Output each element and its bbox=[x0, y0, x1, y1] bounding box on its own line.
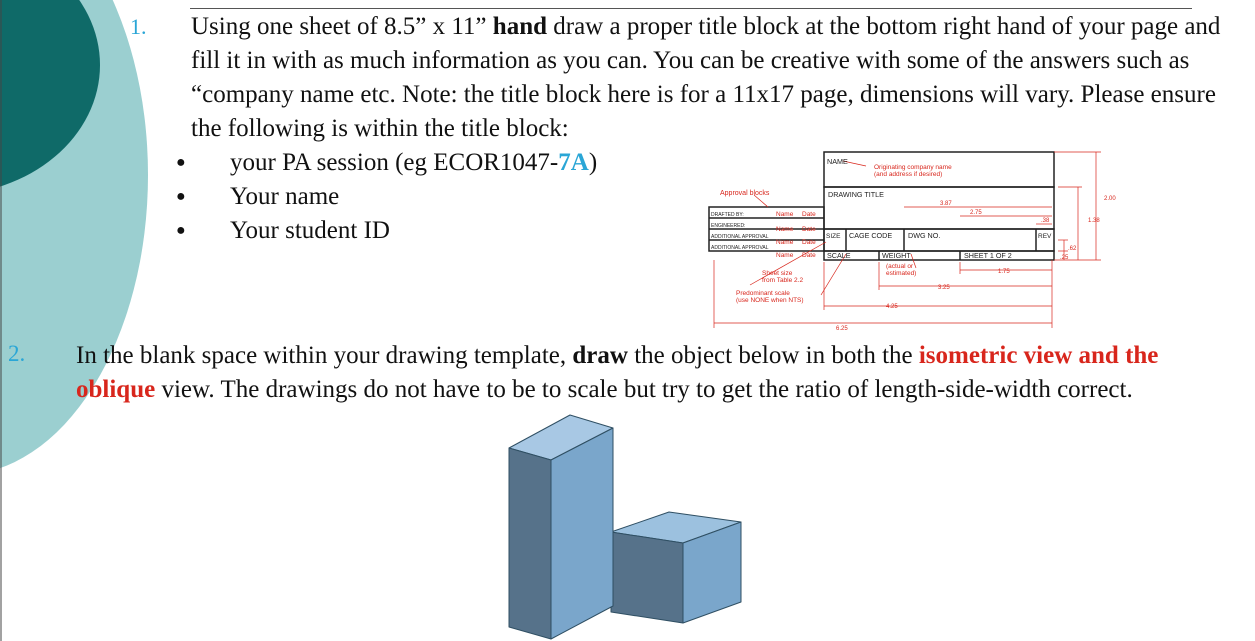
svg-text:1.75: 1.75 bbox=[998, 269, 1010, 275]
svg-text:CAGE CODE: CAGE CODE bbox=[849, 231, 893, 240]
svg-text:Name: Name bbox=[776, 239, 794, 246]
svg-text:2.00: 2.00 bbox=[1104, 196, 1116, 202]
requirements-list bbox=[172, 146, 597, 248]
svg-text:.25: .25 bbox=[1060, 255, 1069, 261]
l-shaped-object-image bbox=[495, 410, 745, 641]
svg-text:.38: .38 bbox=[1041, 218, 1050, 224]
svg-text:Name: Name bbox=[776, 226, 794, 233]
svg-text:4.25: 4.25 bbox=[886, 304, 898, 310]
svg-text:(and address if desired): (and address if desired) bbox=[874, 171, 943, 178]
svg-text:Name: Name bbox=[776, 252, 794, 259]
svg-text:2.75: 2.75 bbox=[970, 210, 982, 216]
list-item: ● your PA session (eg ECOR1047- 7A ) bbox=[176, 149, 598, 176]
name-label: NAME bbox=[827, 157, 848, 166]
svg-text:ENGINEERED:: ENGINEERED: bbox=[711, 223, 746, 229]
svg-text:ADDITIONAL APPROVAL: ADDITIONAL APPROVAL bbox=[711, 234, 769, 240]
top-rule bbox=[190, 8, 1192, 9]
question-1-number: 1. bbox=[130, 14, 147, 39]
svg-text:3.87: 3.87 bbox=[940, 201, 952, 207]
svg-text:Originating company name: Originating company name bbox=[874, 164, 952, 171]
svg-text:DWG NO.: DWG NO. bbox=[908, 231, 941, 240]
list-item: ● Your student ID bbox=[176, 217, 390, 244]
svg-text:3.25: 3.25 bbox=[938, 285, 950, 291]
svg-text:DRAFTED BY:: DRAFTED BY: bbox=[711, 212, 744, 218]
svg-text:SCALE: SCALE bbox=[827, 251, 851, 260]
svg-text:Date: Date bbox=[802, 239, 816, 246]
title-block-figure bbox=[706, 150, 1126, 334]
svg-text:from Table 2.2: from Table 2.2 bbox=[762, 277, 804, 284]
svg-text:WEIGHT: WEIGHT bbox=[882, 251, 911, 260]
question-1-text: Using one sheet of 8.5” x 11” hand draw a proper title block at the bottom right hand of your page and fill it in with as much information as you can. You can be creative with some of the answers such as “company name etc. Note: the title block here is for a 11x17 page, dimensions will vary. Please ensure the following is within the title block: bbox=[191, 13, 1221, 142]
svg-text:Date: Date bbox=[802, 226, 816, 233]
question-2-text: In the blank space within your drawing template, draw the object below in both the isometric view and the oblique view. The drawings do not have to be to scale but try to get the ratio of length-side-width correct. bbox=[76, 342, 1159, 403]
svg-text:ADDITIONAL APPROVAL: ADDITIONAL APPROVAL bbox=[711, 245, 769, 251]
svg-text:Date: Date bbox=[802, 252, 816, 259]
drawing-title-label: DRAWING TITLE bbox=[828, 190, 884, 199]
svg-text:REV: REV bbox=[1038, 233, 1052, 240]
svg-text:SIZE: SIZE bbox=[826, 233, 841, 240]
svg-text:Date: Date bbox=[802, 211, 816, 218]
svg-text:(use NONE when NTS): (use NONE when NTS) bbox=[736, 297, 804, 304]
svg-text:6.25: 6.25 bbox=[836, 326, 848, 332]
svg-text:.62: .62 bbox=[1068, 246, 1077, 252]
svg-text:estimated): estimated) bbox=[886, 270, 917, 277]
svg-text:Name: Name bbox=[776, 211, 794, 218]
svg-text:Approval blocks: Approval blocks bbox=[720, 190, 770, 197]
question-2-number: 2. bbox=[8, 341, 26, 366]
svg-text:(actual or: (actual or bbox=[886, 263, 914, 270]
slide-decoration bbox=[0, 0, 170, 641]
svg-text:1.38: 1.38 bbox=[1088, 218, 1100, 224]
svg-text:Sheet size: Sheet size bbox=[762, 270, 793, 277]
svg-text:SHEET 1 OF 2: SHEET 1 OF 2 bbox=[964, 251, 1012, 260]
list-item: ● Your name bbox=[176, 183, 340, 210]
svg-text:Predominant scale: Predominant scale bbox=[736, 290, 790, 297]
